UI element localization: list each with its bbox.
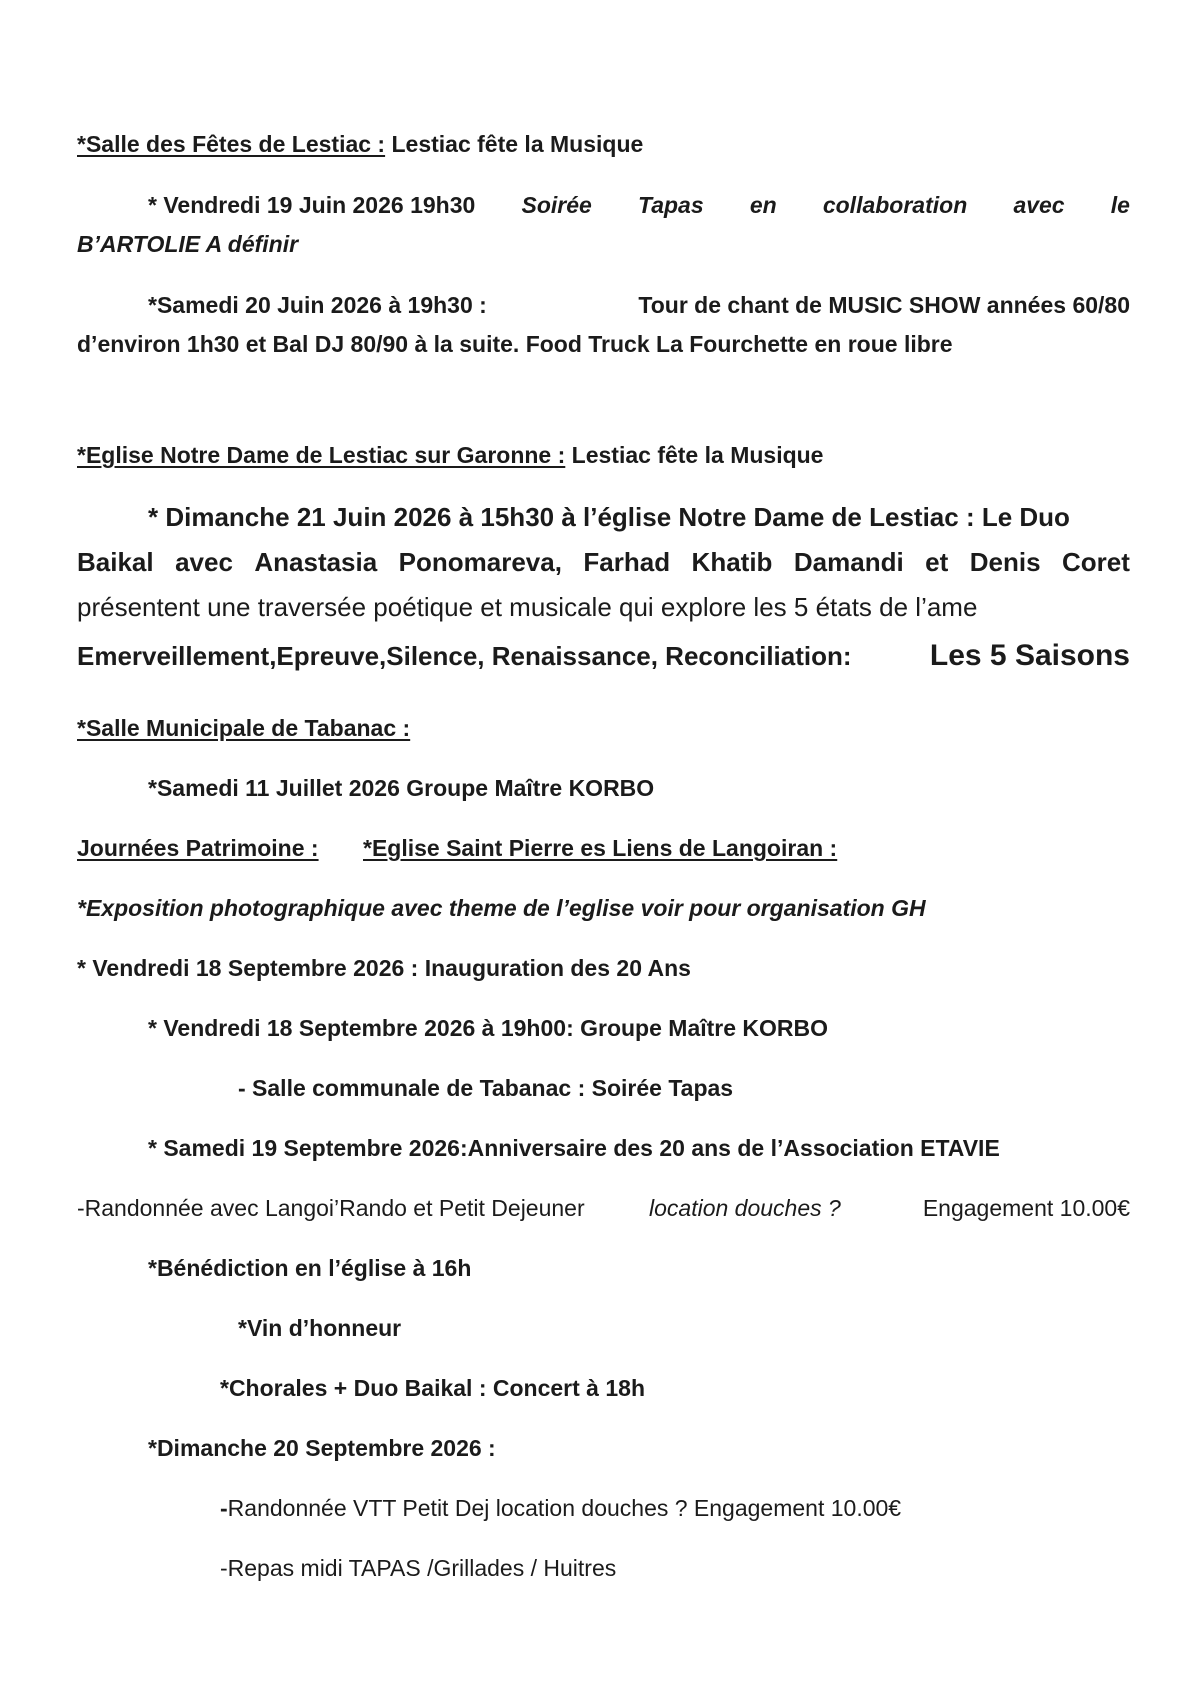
event-chorales-concert: *Chorales + Duo Baikal : Concert à 18h (220, 1375, 645, 1401)
event-inauguration: * Vendredi 18 Septembre 2026 : Inauguration des 20 Ans (77, 955, 691, 981)
heading-suffix: Lestiac fête la Musique (385, 131, 644, 157)
event-vin-d-honneur: *Vin d’honneur (238, 1315, 402, 1341)
word: Ponomareva, (398, 547, 562, 577)
word: Farhad (583, 547, 671, 577)
randonnee-fee: Engagement 10.00€ (922, 1195, 1130, 1221)
heading-eglise-notre-dame: *Eglise Notre Dame de Lestiac sur Garonne : (77, 442, 566, 468)
event-samedi-20-juin-cont: d’environ 1h30 et Bal DJ 80/90 à la suite. Food Truck La Fourchette en roue libre (77, 331, 953, 357)
event-etats-de-l-ame (77, 641, 1130, 671)
event-description: Tour de chant de MUSIC SHOW années 60/80 (638, 292, 1130, 318)
word: Anastasia (254, 547, 378, 577)
event-soiree-tapas: - Salle communale de Tabanac : Soirée Tapas (238, 1075, 734, 1101)
event-benediction: *Bénédiction en l’église à 16h (148, 1255, 472, 1281)
event-description-traversee (77, 592, 1130, 622)
word: Coret (1062, 547, 1130, 577)
event-date: * Vendredi 19 Juin 2026 19h30 (148, 192, 476, 218)
description-text: présentent une traversée poétique et musicale qui explore les 5 états de l’ame (77, 592, 978, 622)
event-word: le (1110, 192, 1130, 218)
word: et (925, 547, 949, 577)
vtt-text: Randonnée VTT Petit Dej location douches ? Engagement 10.00€ (227, 1495, 902, 1521)
event-duo-baikal-names (77, 547, 1130, 577)
word: Damandi (793, 547, 904, 577)
dash: - (220, 1495, 228, 1521)
event-word: Soirée (521, 192, 592, 218)
event-samedi-20-juin (148, 290, 1130, 320)
heading-salle-des-fetes: *Salle des Fêtes de Lestiac : (77, 131, 386, 157)
heading-suffix: Lestiac fête la Musique (565, 442, 824, 468)
event-word: Tapas (638, 192, 704, 218)
heading-salle-municipale-tabanac: *Salle Municipale de Tabanac : (77, 715, 411, 741)
event-repas-midi: -Repas midi TAPAS /Grillades / Huitres (220, 1555, 617, 1581)
heading-eglise-saint-pierre: *Eglise Saint Pierre es Liens de Langoiran : (363, 835, 838, 861)
heading-journees-patrimoine: Journées Patrimoine : (77, 835, 319, 861)
section-salle-des-fetes (77, 129, 643, 159)
word: Denis (969, 547, 1041, 577)
event-samedi-19-septembre: * Samedi 19 Septembre 2026:Anniversaire des 20 ans de l’Association ETAVIE (148, 1135, 1000, 1161)
highlight-les-5-saisons: Les 5 Saisons (929, 639, 1130, 672)
event-word: avec (1013, 192, 1065, 218)
event-vendredi-19-juin (148, 190, 1130, 220)
word: Baikal (77, 547, 154, 577)
word: avec (175, 547, 233, 577)
event-vendredi-18-septembre: * Vendredi 18 Septembre 2026 à 19h00: Groupe Maître KORBO (148, 1015, 829, 1041)
event-samedi-11-juillet: *Samedi 11 Juillet 2026 Groupe Maître KORBO (148, 775, 655, 801)
event-date: *Samedi 20 Juin 2026 à 19h30 : (148, 292, 487, 318)
event-exposition: *Exposition photographique avec theme de l’eglise voir pour organisation GH (77, 895, 926, 921)
event-word: collaboration (822, 192, 968, 218)
event-word: en (749, 192, 777, 218)
event-randonnee-vtt (220, 1493, 901, 1523)
word: Khatib (691, 547, 773, 577)
randonnee-location: location douches ? (649, 1195, 841, 1221)
section-eglise-notre-dame (77, 440, 823, 470)
event-dimanche-21-juin: * Dimanche 21 Juin 2026 à 15h30 à l’église Notre Dame de Lestiac : Le Duo (148, 502, 1070, 532)
randonnee-text: -Randonnée avec Langoi’Rando et Petit Dejeuner (77, 1195, 585, 1221)
section-journees-patrimoine (77, 833, 838, 863)
event-bartolie: B’ARTOLIE A définir (77, 231, 299, 257)
states-list: Emerveillement,Epreuve,Silence, Renaissance, Reconciliation: (77, 641, 852, 671)
event-randonnee-langoirando (77, 1193, 1130, 1223)
event-dimanche-20-septembre: *Dimanche 20 Septembre 2026 : (148, 1435, 496, 1461)
